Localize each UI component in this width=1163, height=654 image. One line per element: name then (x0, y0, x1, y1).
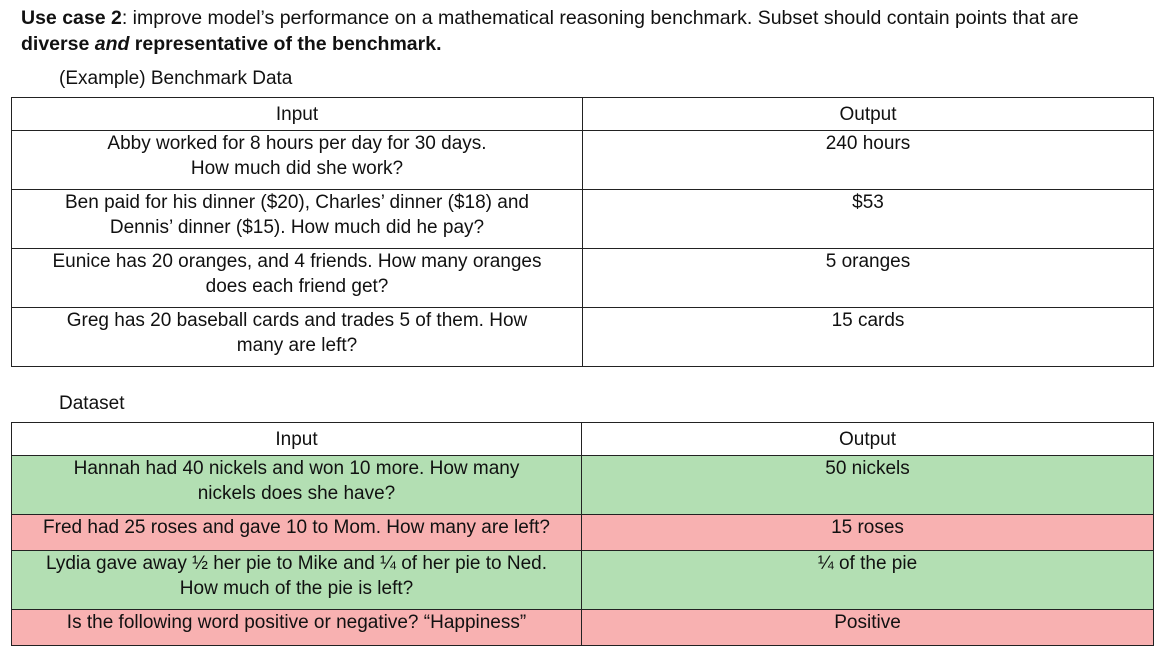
input-line-1: Ben paid for his dinner ($20), Charles’ dinner ($18) and (64, 192, 529, 213)
dataset-header-row (12, 423, 1154, 456)
benchmark-header-row (12, 98, 1154, 131)
input-line-1: Lydia gave away ½ her pie to Mike and ¼ of her pie to Ned. (46, 553, 547, 574)
heading-bold-italic: and (94, 33, 130, 55)
table-row (12, 308, 1154, 367)
benchmark-header-output: Output (583, 98, 1154, 131)
input-line-2: does each friend get? (205, 276, 389, 297)
dataset-table (11, 422, 1154, 646)
input-cell (12, 190, 583, 249)
table-row-rejected (12, 515, 1154, 551)
input-cell: Is the following word positive or negative? “Happiness” (12, 610, 582, 646)
heading-bold-2: representative of the benchmark. (129, 33, 442, 55)
input-line-2: nickels does she have? (197, 483, 396, 504)
input-line-1: Eunice has 20 oranges, and 4 friends. How many oranges (52, 251, 542, 272)
table-row (12, 190, 1154, 249)
table-row (12, 131, 1154, 190)
table-row-rejected (12, 610, 1154, 646)
table-row (12, 249, 1154, 308)
input-line-1: Abby worked for 8 hours per day for 30 days. (107, 133, 487, 154)
input-cell (12, 551, 582, 610)
heading-lead-bold: Use case 2 (21, 7, 122, 29)
benchmark-table (11, 97, 1154, 367)
heading-lead-text: : improve model’s performance on a mathematical reasoning benchmark. Subset should contain points that are (121, 7, 1079, 29)
benchmark-header-input: Input (12, 98, 583, 131)
table-row-selected (12, 456, 1154, 515)
heading-text (21, 5, 1151, 57)
output-cell: $53 (583, 190, 1154, 249)
input-line-1: Greg has 20 baseball cards and trades 5 of them. How (66, 310, 528, 331)
table-row-selected (12, 551, 1154, 610)
input-cell (12, 131, 583, 190)
input-line-2: How much of the pie is left? (179, 578, 414, 599)
dataset-header-output: Output (582, 423, 1154, 456)
output-cell: 5 oranges (583, 249, 1154, 308)
dataset-caption: Dataset (59, 393, 125, 414)
output-cell: Positive (582, 610, 1154, 646)
dataset-header-input: Input (12, 423, 582, 456)
input-line-2: How much did she work? (190, 158, 404, 179)
output-cell: ¼ of the pie (582, 551, 1154, 610)
input-line-2: Dennis’ dinner ($15). How much did he pay? (109, 217, 485, 238)
output-cell: 15 cards (583, 308, 1154, 367)
input-cell: Fred had 25 roses and gave 10 to Mom. How many are left? (12, 515, 582, 551)
benchmark-caption: (Example) Benchmark Data (59, 68, 293, 89)
input-cell (12, 456, 582, 515)
output-cell: 240 hours (583, 131, 1154, 190)
input-line-1: Hannah had 40 nickels and won 10 more. How many (73, 458, 520, 479)
input-cell (12, 308, 583, 367)
output-cell: 15 roses (582, 515, 1154, 551)
input-line-2: many are left? (236, 335, 358, 356)
output-cell: 50 nickels (582, 456, 1154, 515)
heading-bold-1: diverse (21, 33, 95, 55)
input-cell (12, 249, 583, 308)
